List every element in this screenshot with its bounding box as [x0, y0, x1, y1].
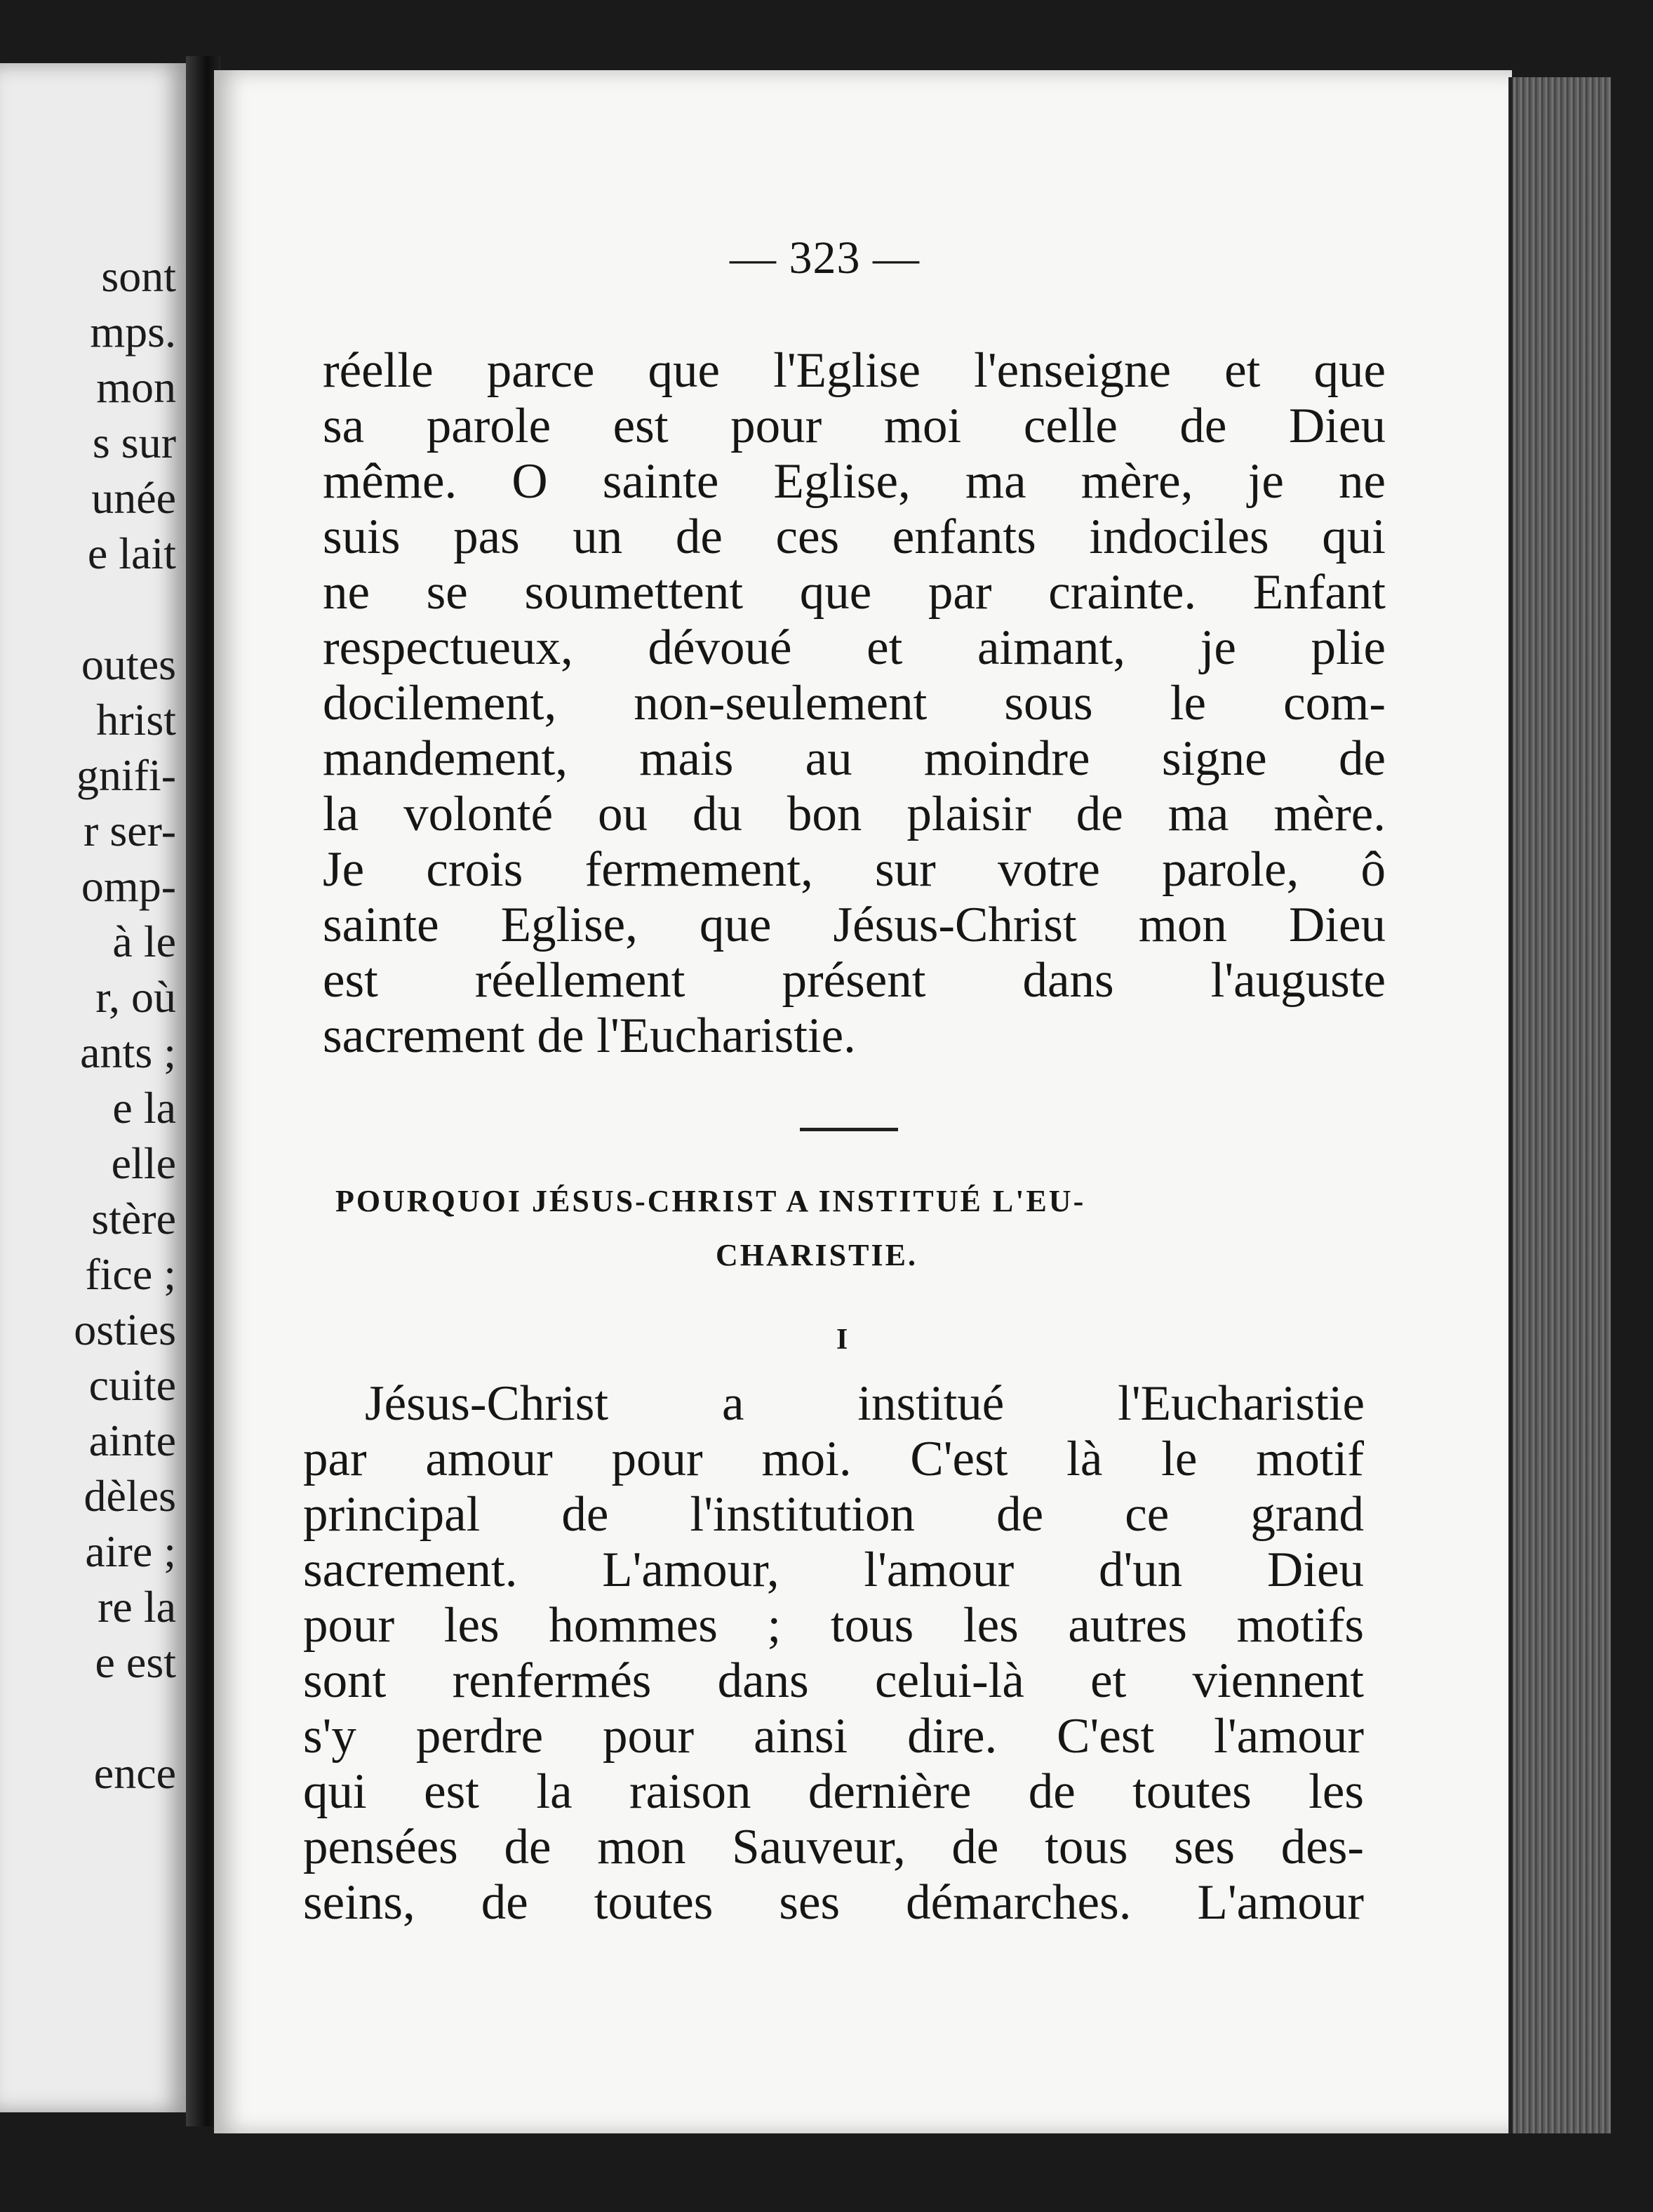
text-line: principal de l'institution de ce grand — [303, 1487, 1364, 1542]
text-line: respectueux, dévoué et aimant, je plie — [323, 620, 1386, 675]
left-page-fragment: sont — [101, 251, 176, 301]
text-line: pour les hommes ; tous les autres motifs — [303, 1598, 1364, 1653]
text-line: sacrement de l'Eucharistie. — [323, 1008, 856, 1063]
left-page-fragment: fice ; — [85, 1249, 176, 1299]
section-number: I — [836, 1324, 848, 1356]
text-line: docilement, non-seulement sous le com- — [323, 676, 1386, 731]
text-line: réelle parce que l'Eglise l'enseigne et que — [323, 343, 1386, 398]
left-page-fragment: gnifi- — [76, 750, 176, 800]
left-page-fragment: stère — [91, 1194, 176, 1244]
left-page-fragment: e la — [112, 1083, 176, 1133]
text-line: mandement, mais au moindre signe de — [323, 731, 1386, 786]
left-page-fragment: osties — [74, 1305, 176, 1354]
section-separator — [800, 1128, 898, 1131]
left-page-fragment: r, où — [95, 972, 176, 1022]
text-line: suis pas un de ces enfants indociles qui — [323, 509, 1386, 564]
left-page-fragment: s sur — [92, 418, 176, 467]
text-line: ne se soumettent que par crainte. Enfant — [323, 565, 1386, 620]
text-line: pensées de mon Sauveur, de tous ses des- — [303, 1820, 1364, 1874]
left-page-fragment: cuite — [88, 1360, 176, 1410]
text-line: même. O sainte Eglise, ma mère, je ne — [323, 454, 1386, 509]
text-line: s'y perdre pour ainsi dire. C'est l'amour — [303, 1709, 1364, 1764]
page-number: — 323 — — [730, 232, 920, 284]
left-page-fragment: e est — [95, 1637, 176, 1687]
page-edges — [1508, 77, 1611, 2133]
text-line: Jésus-Christ a institué l'Eucharistie — [365, 1376, 1365, 1431]
left-page-fragment: dèles — [83, 1471, 176, 1521]
chapter-heading-line-2: CHARISTIE. — [716, 1238, 918, 1272]
left-page-fragment: ainte — [88, 1415, 176, 1465]
text-line: sacrement. L'amour, l'amour d'un Dieu — [303, 1543, 1364, 1597]
text-line: sont renfermés dans celui-là et viennent — [303, 1653, 1364, 1708]
left-page-fragment: ants ; — [80, 1027, 176, 1077]
left-page-fragment: aire ; — [85, 1526, 176, 1576]
left-page-fragment: e lait — [87, 528, 176, 578]
left-page-fragment: mps. — [90, 307, 176, 357]
left-page-fragment: à le — [112, 917, 176, 966]
left-page-fragment: ence — [93, 1748, 176, 1798]
left-page-fragment: mon — [96, 362, 176, 412]
left-page-fragment: elle — [111, 1138, 176, 1188]
left-page-fragment: outes — [81, 639, 176, 689]
left-page-fragment: hrist — [96, 695, 176, 745]
left-facing-page — [0, 63, 186, 2112]
text-line: sainte Eglise, que Jésus-Christ mon Dieu — [323, 898, 1386, 952]
text-line: seins, de toutes ses démarches. L'amour — [303, 1875, 1364, 1930]
text-line: Je crois fermement, sur votre parole, ô — [323, 842, 1386, 897]
text-line: est réellement présent dans l'auguste — [323, 953, 1386, 1008]
left-page-fragment: unée — [91, 473, 176, 523]
text-line: sa parole est pour moi celle de Dieu — [323, 399, 1386, 453]
text-line: par amour pour moi. C'est là le motif — [303, 1432, 1364, 1486]
left-page-fragment: r ser- — [83, 806, 176, 855]
left-page-fragment: omp- — [81, 861, 176, 911]
left-page-fragment: re la — [98, 1582, 176, 1632]
chapter-heading-line-1: POURQUOI JÉSUS-CHRIST A INSTITUÉ L'EU- — [335, 1184, 1086, 1218]
text-line: qui est la raison dernière de toutes les — [303, 1764, 1364, 1819]
text-line: la volonté ou du bon plaisir de ma mère. — [323, 787, 1386, 841]
